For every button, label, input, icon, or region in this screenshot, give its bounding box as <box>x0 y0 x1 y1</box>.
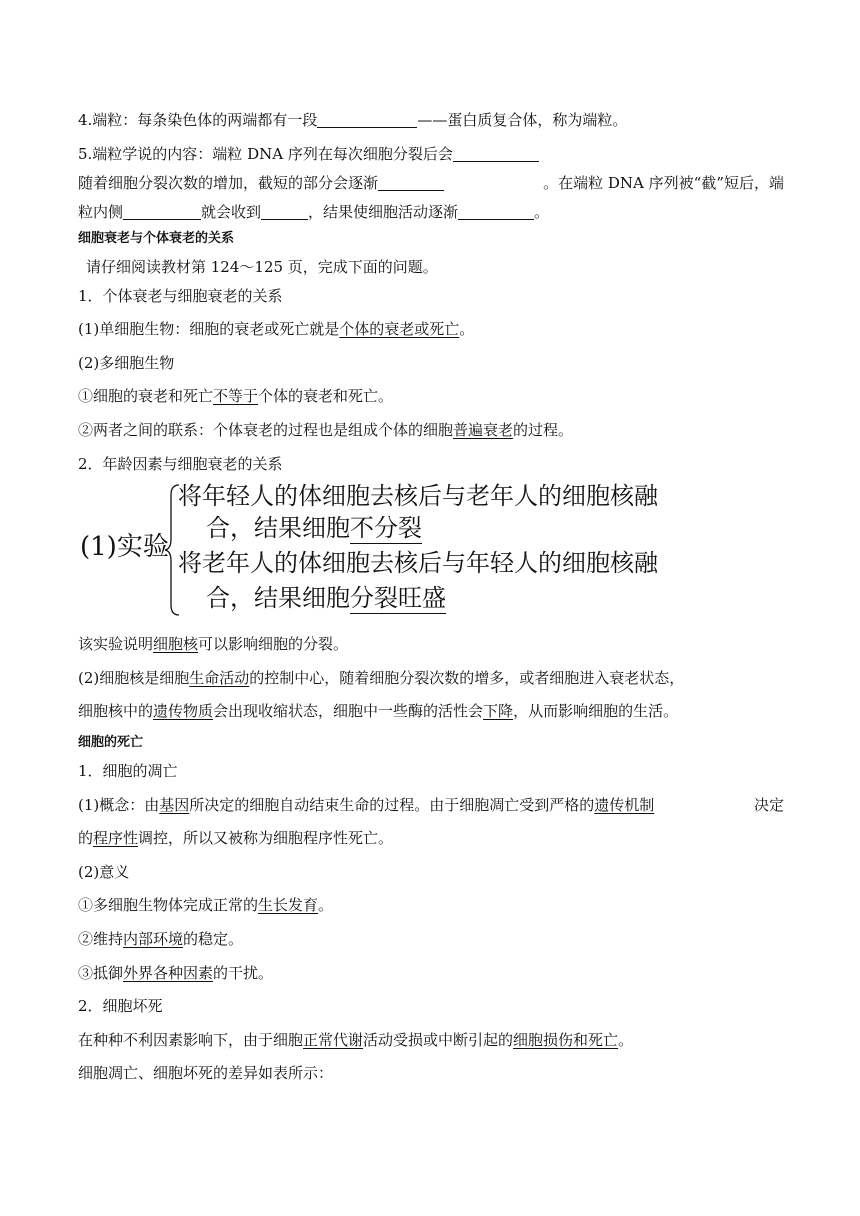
experiment-figure <box>78 481 784 626</box>
key-term: 个体的衰老或死亡 <box>339 320 460 339</box>
experiment-a-line1: 将年轻人的体细胞去核后与老年人的细胞核融 <box>178 482 658 511</box>
reading-instruction: 请仔细阅读教材第 124～125 页，完成下面的问题。 <box>86 257 438 276</box>
answer-blank[interactable] <box>453 145 539 162</box>
key-term: 不等于 <box>213 387 259 406</box>
key-term: 遗传物质 <box>153 702 214 721</box>
paragraph: (2)细胞核是细胞生命活动的控制中心，随着细胞分裂次数的增多，或者细胞进入衰老状态， <box>78 668 685 687</box>
key-term: 遗传机制 <box>594 795 655 814</box>
paragraph: (2)多细胞生物 <box>78 353 175 372</box>
telomere-effect-line: 粒内侧 就会收到 ，结果使细胞活动逐渐 。 <box>78 202 550 221</box>
key-term: 普遍衰老 <box>453 420 514 439</box>
section-heading-death: 细胞的死亡 <box>78 734 144 750</box>
experiment-a-line2: 合，结果细胞不分裂 <box>206 514 422 543</box>
paragraph: 细胞凋亡、细胞坏死的差异如表所示： <box>78 1064 334 1083</box>
experiment-label: (1)实验 <box>80 532 169 563</box>
key-term: 生长发育 <box>258 896 319 915</box>
paragraph: (1)概念：由基因所决定的细胞自动结束生命的过程。由于细胞凋亡受到严格的遗传机制 决定 <box>78 795 784 814</box>
answer-blank[interactable] <box>378 174 444 191</box>
paragraph: 细胞核中的遗传物质会出现收缩状态，细胞中一些酶的活性会下降，从而影响细胞的生活。 <box>78 702 679 721</box>
key-term: 内部环境 <box>123 929 184 948</box>
key-term: 细胞损伤和死亡 <box>513 1030 619 1049</box>
paragraph: ②两者之间的联系：个体衰老的过程也是组成个体的细胞普遍衰老的过程。 <box>78 420 574 439</box>
section-heading-aging: 细胞衰老与个体衰老的关系 <box>78 230 235 246</box>
paragraph: ③抵御外界各种因素的干扰。 <box>78 963 274 982</box>
key-term: 外界各种因素 <box>123 963 214 982</box>
key-term: 不分裂 <box>350 514 422 543</box>
answer-blank[interactable] <box>458 203 534 220</box>
telomere-shortening-line: 随着细胞分裂次数的增加，截短的部分会逐渐 。在端粒 DNA 序列被“截”短后，端 <box>78 173 784 192</box>
key-term: 正常代谢 <box>303 1030 364 1049</box>
paragraph: ①细胞的衰老和死亡不等于个体的衰老和死亡。 <box>78 387 394 406</box>
subsection-title: 1．个体衰老与细胞衰老的关系 <box>78 286 283 305</box>
subsection-title: 2．年龄因素与细胞衰老的关系 <box>78 454 283 473</box>
key-term: 分裂旺盛 <box>350 584 446 613</box>
paragraph: 该实验说明细胞核可以影响细胞的分裂。 <box>78 635 349 654</box>
answer-blank[interactable] <box>123 203 201 220</box>
paragraph: (2)意义 <box>78 862 130 881</box>
experiment-b-line2: 合，结果细胞分裂旺盛 <box>206 584 446 613</box>
subsection-title: 1．细胞的凋亡 <box>78 761 178 780</box>
experiment-b-line1: 将老年人的体细胞去核后与年轻人的细胞核融 <box>178 549 658 578</box>
telomere-definition-line: 4.端粒：每条染色体的两端都有一段 ——蛋白质复合体，称为端粒。 <box>78 111 628 129</box>
key-term: 生命活动 <box>189 668 250 687</box>
document-page <box>78 110 784 1097</box>
paragraph: (1)单细胞生物：细胞的衰老或死亡就是个体的衰老或死亡。 <box>78 320 475 339</box>
key-term: 基因 <box>159 795 190 814</box>
key-term: 程序性 <box>93 829 139 848</box>
paragraph: 在种种不利因素影响下，由于细胞正常代谢活动受损或中断引起的细胞损伤和死亡。 <box>78 1030 634 1049</box>
paragraph: 的程序性调控，所以又被称为细胞程序性死亡。 <box>78 829 394 848</box>
subsection-title: 2．细胞坏死 <box>78 997 163 1016</box>
key-term: 细胞核 <box>153 635 199 654</box>
paragraph: ②维持内部环境的稳定。 <box>78 929 244 948</box>
answer-blank[interactable] <box>317 111 417 128</box>
answer-blank[interactable] <box>261 203 308 220</box>
paragraph: ①多细胞生物体完成正常的生长发育。 <box>78 896 334 915</box>
key-term: 下降 <box>483 702 514 721</box>
telomere-theory-line: 5.端粒学说的内容：端粒 DNA 序列在每次细胞分裂后会 <box>78 144 784 164</box>
